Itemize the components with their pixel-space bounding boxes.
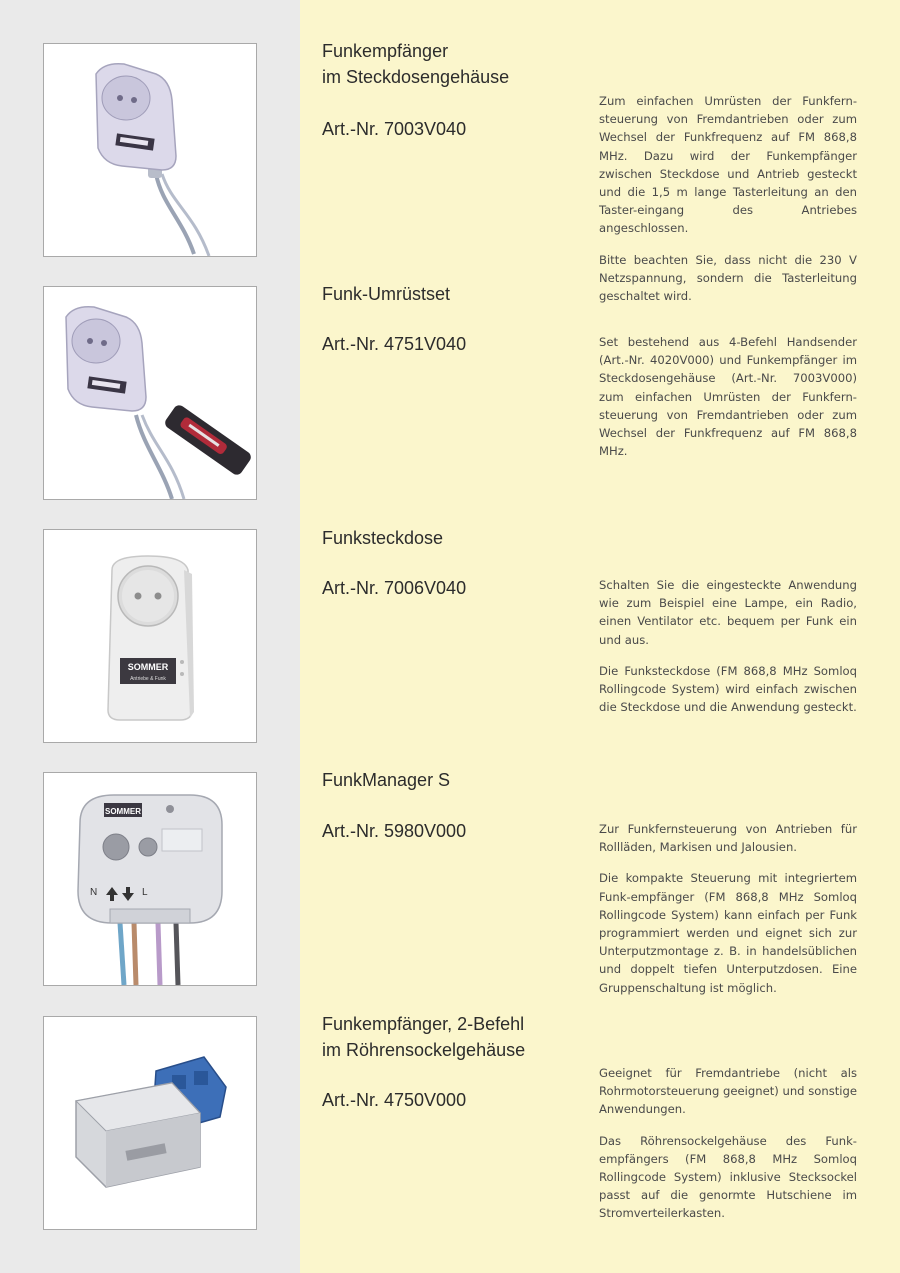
product-2-description	[599, 333, 857, 473]
photo-funkmanager-s	[43, 772, 257, 986]
product-2-paragraph-1: Set bestehend aus 4-Befehl Handsender (Art.-Nr. 4020V000) und Funkempfänger im Steckdosengehäuse (Art.-Nr. 7003V000) zum einfachen Umrüsten der Funkfern-steuerung von Fremdantrieben oder zum Wechsel der Funkfrequenz auf FM 868,8 MHz.	[599, 335, 857, 459]
product-4-title-line-1: FunkManager S	[322, 770, 451, 790]
product-2-art-nr: Art.-Nr. 4751V040	[322, 334, 467, 354]
socket-logo-subtext: Antriebe & Funk	[130, 676, 166, 682]
product-4-paragraph-2: Die kompakte Steuerung mit integriertem Funk-empfänger (FM 868,8 MHz Somloq Rollingcode System) kann einfach per Funk programmiert werden und eignet sich zur Unterputzmontage z. B. in handelsüblichen und doppelt tiefen Unterputzdosen. Eine Gruppenschaltung ist möglich.	[599, 871, 857, 995]
tube-socket-receiver-illustration	[44, 1017, 256, 1229]
product-1-description	[599, 92, 857, 318]
product-3-paragraph-1: Schalten Sie die eingesteckte Anwendung wie zum Beispiel eine Lampe, ein Radio, einen Ventilator etc. bequem per Funk ein und aus.	[599, 578, 857, 647]
product-5-paragraph-2: Das Röhrensockelgehäuse des Funk-empfängers (FM 868,8 MHz Somloq Rollingcode System) inklusive Stecksockel passt auf die genormte Hutschiene im Stromverteilerkasten.	[599, 1133, 857, 1221]
terminal-n-label: N	[90, 887, 98, 898]
product-4-title	[322, 767, 592, 793]
product-5-description	[599, 1064, 857, 1236]
manager-logo-text: SOMMER	[105, 807, 141, 816]
photo-funk-umruestset	[43, 286, 257, 500]
product-3-title-line-1: Funksteckdose	[322, 528, 444, 548]
product-2-title-line-1: Funk-Umrüstset	[322, 284, 451, 304]
radio-socket-illustration	[44, 530, 256, 742]
product-5-title-line-2: im Röhrensockelgehäuse	[322, 1040, 526, 1060]
product-3-paragraph-2: Die Funksteckdose (FM 868,8 MHz Somloq Rollingcode System) wird einfach zwischen die Steckdose und die Anwendung gesteckt.	[599, 663, 857, 715]
retrofit-set-illustration	[44, 287, 256, 499]
product-1-paragraph-2: Bitte beachten Sie, dass nicht die 230 V Netzspannung, sondern die Tasterleitung geschaltet wird.	[599, 252, 857, 304]
product-1-title	[322, 38, 592, 90]
product-3-title	[322, 525, 592, 551]
product-5-title	[322, 1011, 592, 1063]
product-5-paragraph-1: Geeignet für Fremdantriebe (nicht als Rohrmotorsteuerung geeignet) und sonstige Anwendungen.	[599, 1066, 858, 1117]
product-3-description	[599, 576, 857, 729]
funkmanager-illustration	[44, 773, 256, 985]
photo-funkempfaenger-steckdose	[43, 43, 257, 257]
hand-transmitter-icon	[163, 403, 253, 477]
terminal-l-label: L	[142, 887, 148, 898]
product-5-art-nr: Art.-Nr. 4750V000	[322, 1090, 467, 1110]
product-4-paragraph-1: Zur Funkfernsteuerung von Antrieben für Rollläden, Markisen und Jalousien.	[599, 822, 857, 855]
product-4-art-nr: Art.-Nr. 5980V000	[322, 821, 467, 841]
photo-funksteckdose	[43, 529, 257, 743]
plug-receiver-illustration	[44, 44, 256, 256]
product-4-description	[599, 820, 857, 1010]
socket-logo-text: SOMMER	[127, 662, 169, 672]
product-1-paragraph-1: Zum einfachen Umrüsten der Funkfern-steuerung von Fremdantrieben oder zum Wechsel der Funkfrequenz auf FM 868,8 MHz. Dazu wird der Funkempfänger zwischen Steckdose und Antrieb gesteckt und die 1,5 m lange Tasterleitung an den Taster-eingang des Antriebes angeschlossen.	[599, 94, 857, 236]
photo-funkempfaenger-roehrensockel	[43, 1016, 257, 1230]
product-1-title-line-1: Funkempfänger	[322, 41, 449, 61]
product-1-title-line-2: im Steckdosengehäuse	[322, 67, 510, 87]
product-2-title	[322, 281, 592, 307]
product-3-art-nr: Art.-Nr. 7006V040	[322, 578, 467, 598]
product-1-art-nr: Art.-Nr. 7003V040	[322, 119, 467, 139]
product-5-title-line-1: Funkempfänger, 2-Befehl	[322, 1014, 525, 1034]
